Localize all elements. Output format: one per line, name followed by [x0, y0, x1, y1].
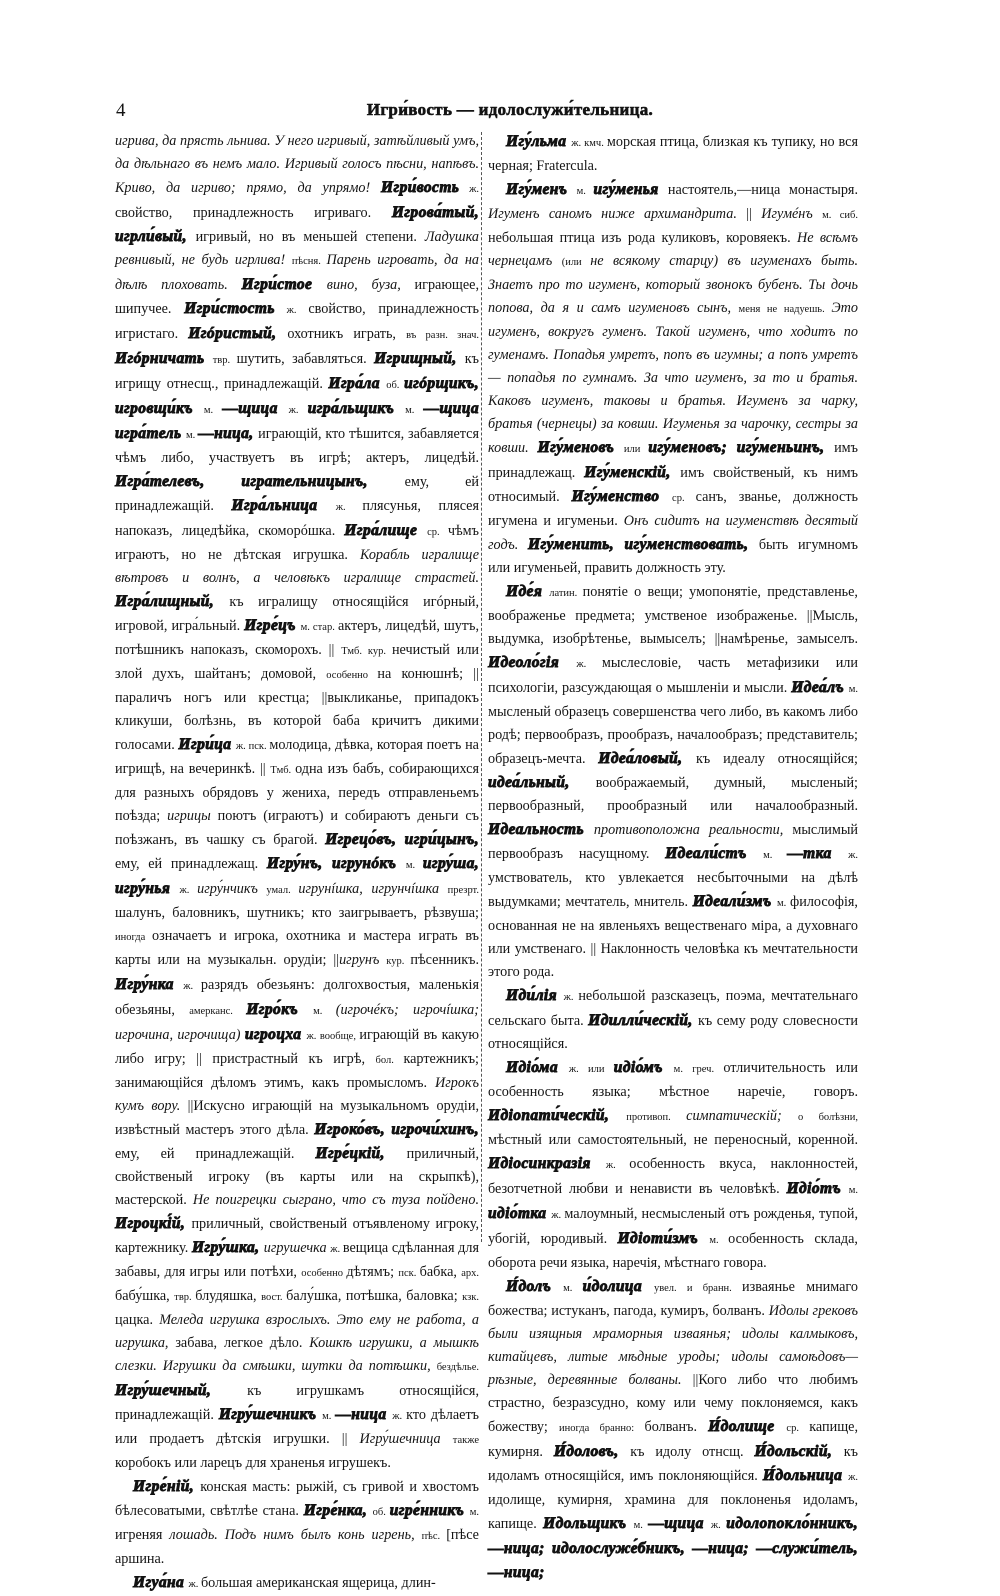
abbreviation: также	[452, 1435, 479, 1446]
italic-text: игрива, да прясть льнива. У него игривый, затѣйливый умъ, да дѣльнаго въ немъ мало. Игривый голосъ пѣсни, напѣвъ. Криво, да игриво; прямо, да упрямо!	[115, 133, 479, 196]
body-text: ||Кого либо что любимъ страстно, безразсудно, кому или чему поклоняемся, какъ божеству;	[488, 1372, 858, 1435]
body-text: имъ свойственый, къ нимъ относимый.	[488, 465, 858, 505]
column-divider	[481, 132, 482, 1242]
abbreviation: презрт.	[447, 885, 479, 896]
italic-text: игрунъ	[339, 952, 387, 968]
abbreviation: ж.	[183, 981, 201, 992]
body-text: разрядъ обезьянъ: долгохвостыя, маленькія обезьяны,	[115, 977, 479, 1018]
body-text: игреняя	[115, 1527, 170, 1543]
body-text: большая американская ящерица, длин-	[200, 1575, 436, 1591]
abbreviation: латин.	[549, 588, 583, 599]
body-text: коробокъ или ларецъ для храненья игрушекъ.	[115, 1455, 391, 1471]
headword: идеа́льный,	[488, 774, 596, 791]
headword: И́доловъ,	[553, 1443, 631, 1460]
abbreviation: м.	[763, 850, 788, 861]
headword: Игру́шечный,	[115, 1382, 248, 1399]
italic-text: игрицы	[167, 808, 218, 824]
italic-text: Онъ сидитъ на игуменствѣ десятый годъ.	[488, 513, 858, 553]
abbreviation: ж.	[335, 502, 363, 513]
italic-text: лошадь. Подъ нимъ былъ конь игрень,	[169, 1527, 422, 1543]
abbreviation: твр.	[212, 355, 237, 366]
abbreviation: ж.	[274, 305, 309, 316]
body-text: блудяшка,	[195, 1288, 262, 1304]
body-text: къ идоламъ относящійся, имъ поклоняющійся.	[488, 1444, 858, 1484]
body-text: бабу́шка,	[115, 1288, 175, 1304]
abbreviation: м. сиб.	[822, 210, 858, 221]
italic-text: не всякому старцу)	[590, 253, 728, 269]
headword: Идилли́ческій,	[588, 1012, 698, 1029]
body-text: конская масть: рыжій, съ гривой и хвостомъ бѣлесоватыми, свѣтлѣе стана.	[115, 1479, 479, 1519]
dictionary-entry	[488, 984, 858, 1056]
abbreviation: противоп.	[626, 1112, 687, 1123]
headword: Игóрничать	[115, 350, 213, 367]
body-text: чѣмъ играютъ, но не дѣтская игрушка.	[115, 523, 479, 563]
body-text: картежникъ; занимающійся дѣломъ этимъ, какъ промысломъ.	[115, 1051, 479, 1091]
headword: идіо́мъ	[613, 1059, 674, 1076]
headword: И́долъ	[506, 1278, 564, 1295]
abbreviation: ж.	[848, 850, 859, 861]
headword: Игра́лище	[344, 522, 428, 539]
dictionary-entry	[488, 580, 858, 984]
abbreviation: м.	[405, 860, 423, 871]
headword: И́дольница	[762, 1467, 849, 1484]
body-text: особенность склада, оборота речи языка, наречія, мѣстнаго говора.	[488, 1231, 858, 1271]
headword: Игру́нъ, игрунóкъ	[266, 855, 406, 872]
italic-text: Кошкѣ игрушки, а мышкѣ слезки. Игрушки да смѣшки, шутки да потѣшки,	[115, 1335, 479, 1374]
headword: Игрищный,	[374, 350, 465, 367]
headword: Игре́ній,	[133, 1478, 201, 1495]
body-text: ему, ей принадлежащій.	[115, 474, 479, 514]
abbreviation: (или	[561, 257, 591, 268]
body-text: приличный, свойственый игроку (въ карты или на скрыпкѣ), мастерской.	[115, 1146, 479, 1208]
headword: игóрщикъ, игровщи́къ	[115, 375, 479, 417]
headword: Игра́льница	[231, 497, 336, 514]
headword: и́долица	[582, 1278, 654, 1295]
italic-text: Идолы грековъ были изящныя мраморныя изваянья; идолы калмыковъ, китайцевъ, литые мѣдные уроды; идолы самоѣдовъ—рѣзные, деревянные болваны.	[488, 1303, 858, 1388]
body-text: означаетъ и игрока, охотника и мастера играть въ карты или на музыкальн. орудіи; ||	[115, 928, 479, 968]
headword: игру́ша, игру́нья	[115, 855, 479, 897]
headword: Игру́шечникъ	[218, 1406, 323, 1423]
headword: Идеальность	[488, 821, 594, 838]
body-text: одна изъ бабъ, собирающихся для разныхъ обрядовъ у жениха, передъ отправленьемъ поѣзда;	[115, 761, 479, 824]
abbreviation: ж. или	[568, 1064, 614, 1075]
headword: Игру́шка,	[191, 1239, 264, 1256]
body-text: понятіе о вещи; умопонятіе, представленье, воображенье предмета; умственое изображенье. ||Мысль, выдумка, изобрѣтенье, вымыселъ; ||намѣренье, замыселъ.	[488, 584, 858, 647]
abbreviation: м.	[313, 1006, 336, 1017]
italic-text: игру́нчикъ	[197, 881, 267, 897]
headword: игра́льщикъ	[307, 400, 406, 417]
body-text: настоятель,—ница монастыря.	[667, 182, 858, 198]
body-text: на конюшнѣ; ||параличъ ногъ или крестца; ||выкликанье, припадокъ кликуши, болѣзнь, въ которой баба кричитъ дикими голосами.	[115, 666, 479, 753]
italic-text: Игумéнъ	[761, 206, 823, 222]
body-text: мыслимый первообразъ насущному.	[488, 822, 858, 862]
abbreviation: м.	[776, 898, 791, 909]
headword: игроцха	[244, 1026, 307, 1043]
body-text: играющій, кто тѣшится, забавляется чѣмъ либо, участвуетъ въ игрѣ; актеръ, лицедѣй.	[115, 426, 479, 466]
abbreviation: кур.	[386, 956, 411, 967]
body-text: къ игрушкамъ относящійся, принадлежащій.	[115, 1383, 479, 1423]
body-text: философія, основанная не на явленьяхъ вещественаго міра, а духовнаго или умственаго. || Наклонность человѣка къ мечтательности этого рода.	[488, 894, 858, 980]
body-text: особенность вкуса, наклонностей, безотчетной любви и ненависти въ человѣкѣ.	[488, 1156, 858, 1197]
abbreviation: ср.	[786, 1423, 810, 1434]
abbreviation: иногда бранно:	[559, 1423, 645, 1434]
body-text: нечистый или злой духъ, шайтанъ; домовой,	[115, 642, 480, 682]
dictionary-entry	[488, 1056, 858, 1275]
abbreviation: твр.	[174, 1292, 196, 1303]
body-text: бабка,	[419, 1264, 462, 1280]
body-text: пѣсенникъ.	[410, 952, 479, 968]
headword: —ница,	[198, 425, 259, 442]
headword: Иди́лія	[506, 987, 564, 1004]
headword: Идеа́ловый,	[598, 750, 696, 767]
body-text: къ идолу отнсщ.	[630, 1444, 755, 1460]
body-text: поютъ (играютъ) и собираютъ деньги съ поѣзжанъ, въ чашку съ брагой.	[115, 808, 479, 848]
abbreviation: ж.	[188, 1579, 201, 1590]
italic-text: Парень игровать, да на дѣлѣ плоховать.	[115, 252, 479, 293]
abbreviation: Тмб. кур.	[341, 646, 392, 657]
body-text: ||Искусно играющій на музыкальномъ орудіи, извѣстный мастеръ этого дѣла.	[115, 1098, 479, 1138]
body-text: быть игумномъ или игуменьей, править должность эту.	[488, 537, 858, 576]
body-text: свойство, принадлежность игристаго.	[115, 301, 479, 342]
abbreviation: м.	[633, 1520, 649, 1531]
italic-text: игрушечка	[263, 1240, 331, 1256]
italic-text: Корабль игралище вѣтровъ и волнъ, а человѣкъ игралище страстей.	[115, 547, 480, 586]
abbreviation: ж.	[576, 659, 602, 670]
dictionary-entry	[488, 178, 858, 580]
body-text: къ идеалу относящійся;	[696, 751, 858, 767]
headword: Игу́льма	[506, 133, 572, 150]
abbreviation: м.	[563, 1283, 583, 1294]
column-left	[115, 130, 479, 1596]
abbreviation: бездѣлье.	[436, 1362, 479, 1373]
body-text: изваянье мнимаго божества; истуканъ, пагода, кумиръ, болванъ.	[488, 1279, 858, 1319]
body-text: болванъ.	[644, 1419, 709, 1435]
headword: —тка	[787, 845, 849, 862]
body-text: приличный, свойственый отъявленому игроку, картежнику.	[115, 1216, 479, 1256]
abbreviation: ж.	[551, 1210, 565, 1221]
headword: Игро́къ	[246, 1001, 314, 1018]
headword: Игу́менскій,	[584, 464, 681, 481]
body-text: идолище, кумирня, храмина для поклоненья идоламъ, капище.	[488, 1492, 858, 1532]
italic-text: (игрочéкъ; игрочíшка; игрочина, игрочища)	[115, 1002, 479, 1043]
headword: Идеа́лъ	[791, 679, 849, 696]
abbreviation: ж.	[179, 885, 198, 896]
abbreviation: особенно	[326, 670, 378, 681]
headword: И́долище	[708, 1418, 787, 1435]
abbreviation: ж.	[710, 1520, 727, 1531]
headword: Идеоло́гія	[488, 654, 577, 671]
body-text: небольшой разсказецъ, поэма, мечтательнаго сельскаго быта.	[488, 988, 858, 1029]
abbreviation: м.	[848, 1185, 858, 1196]
headword: игу́менья	[593, 181, 668, 198]
italic-text: Не поигрецки сыграно, что съ туза пойдено.	[192, 1192, 479, 1208]
running-title: Игри́вость — идолослужи́тельница.	[366, 100, 654, 119]
headword: Игу́меновъ	[537, 439, 624, 456]
italic-text: въ игуменахъ быть. Знаетъ про то игуменъ, который звонокъ бубенъ. Ты дочь попова, да я и самъ игуменовъ сынъ,	[488, 253, 859, 316]
body-text: шалунъ, баловникъ, шутникъ; кто заигрываетъ, рѣзвуша;	[115, 905, 479, 921]
headword: Игу́менить, игу́менствовать,	[528, 536, 759, 553]
abbreviation: ж.	[605, 1160, 630, 1171]
abbreviation: увел. и бранн.	[653, 1283, 743, 1294]
dictionary-entry	[488, 130, 858, 178]
abbreviation: об.	[372, 1507, 390, 1518]
abbreviation: м. греч.	[673, 1064, 724, 1075]
body-text: мѣстный или самостоятельный, не переносный, коренной.	[488, 1132, 858, 1148]
abbreviation: м.	[322, 1411, 336, 1422]
headword: идолопокло́нникъ, —ница; идолослуже́бникъ, —ница; —служи́тель, —ница;	[488, 1515, 858, 1581]
abbreviation: м.	[709, 1235, 729, 1246]
headword: Игра́ла	[328, 375, 387, 392]
headword: Идіо́ма	[506, 1059, 569, 1076]
abbreviation: ср.	[427, 527, 448, 538]
headword: Игроцкі́й,	[115, 1215, 192, 1232]
italic-text: Не всѣмъ чернецамъ	[488, 230, 858, 269]
italic-text: Игру́шечница	[359, 1431, 453, 1447]
headword: Идіосинкразія	[488, 1155, 606, 1172]
abbreviation: ж.	[563, 992, 579, 1003]
body-text: актеръ, лицедѣй, шутъ, потѣшникъ напоказъ, скоморохъ. ||	[115, 618, 479, 658]
italic-text: Меледа игрушка взрослыхъ. Это ему не работа, а игрушка,	[115, 1312, 479, 1351]
body-text: молодица, дѣвка, которая поетъ на игрищѣ, на вечеринкѣ. ||	[115, 737, 479, 777]
headword: игре́нникъ	[389, 1502, 470, 1519]
abbreviation: ж. пск.	[235, 741, 270, 752]
body-text: малоумный, несмысленый отъ рожденья, тупой, убогій, юродивый.	[488, 1206, 858, 1247]
headword: Игри́вость	[381, 179, 460, 196]
body-text: свойство, принадлежность игриваго.	[115, 205, 392, 221]
headword: Идеали́змъ	[692, 893, 777, 910]
headword: Игру́нка	[115, 976, 184, 993]
headword: Игре́нка,	[303, 1502, 373, 1519]
headword: Идіо́тъ	[786, 1180, 849, 1197]
body-text: небольшая птица изъ рода куликовъ, коровяекъ.	[488, 230, 797, 246]
abbreviation: меня не надуешь.	[738, 304, 832, 315]
italic-text: Ладушка ревнивый, не будь игрлива!	[115, 229, 479, 268]
dictionary-entry	[488, 1275, 858, 1585]
abbreviation: м. стар.	[300, 622, 338, 633]
abbreviation: м.	[185, 430, 199, 441]
dictionary-entry	[115, 1571, 479, 1596]
headword: Игре́цкій,	[315, 1145, 407, 1162]
column-right	[488, 130, 858, 1585]
abbreviation: вост.	[261, 1292, 287, 1303]
abbreviation: ж.	[848, 1472, 858, 1483]
body-text: мысленый образецъ совершенства чего либо, въ какомъ либо родѣ; первообразъ, прообразъ, началообразъ; представитель; образецъ-мечта.	[488, 704, 858, 767]
body-text: забава, легкое дѣло.	[175, 1335, 310, 1351]
abbreviation: м.	[576, 186, 594, 197]
body-text: отличительность или особенность языка; мѣстное наречіе, говоръ.	[488, 1060, 858, 1100]
body-text: балу́шка, потѣшка, баловка;	[286, 1288, 463, 1304]
page-number: 4	[116, 100, 126, 121]
body-text: морская птица, близкая къ тупику, но вся черная; Fratercula.	[488, 134, 858, 174]
headword: Иде́я	[506, 583, 550, 600]
headword: —щица	[648, 1515, 711, 1532]
body-text: вещица сдѣланная для забавы, для игры или потѣхи,	[115, 1240, 479, 1280]
body-text: дѣтямъ;	[346, 1264, 399, 1280]
abbreviation: м.	[848, 684, 859, 695]
body-text: шутить, забавляться.	[236, 351, 375, 367]
abbreviation: пѣсня.	[291, 256, 327, 267]
italic-text: Игрокъ кумъ вору.	[115, 1075, 479, 1114]
headword: Игрецо́въ, игри́цынъ,	[325, 831, 480, 848]
headword: Игра́лищный,	[115, 593, 230, 610]
abbreviation: амерканс.	[189, 1006, 247, 1017]
italic-text: симпатическій;	[686, 1108, 798, 1124]
headword: Игра́телевъ, игрательницынъ,	[115, 473, 405, 490]
headword: —ница	[335, 1406, 393, 1423]
italic-text: Игуменъ саномъ ниже архимандрита.	[488, 206, 747, 222]
headword: И́дольскій,	[754, 1443, 844, 1460]
body-text: ему, ей принадлежащій.	[115, 1146, 316, 1162]
headword: Идеали́стъ	[665, 845, 764, 862]
abbreviation: м.	[405, 405, 424, 416]
abbreviation: Тмб.	[270, 765, 296, 776]
headword: идіо́тка	[488, 1205, 552, 1222]
abbreviation: ж. кмч.	[571, 138, 607, 149]
abbreviation: м.	[203, 405, 223, 416]
body-text: санъ, званье, должность игумена и игуменьи.	[488, 489, 859, 529]
abbreviation: пѣс.	[421, 1531, 447, 1542]
body-text: играющій въ какую либо игру; || пристрастный къ игрѣ,	[115, 1027, 479, 1067]
body-text: охотникъ играть,	[287, 326, 407, 342]
headword: Идіоти́змъ	[617, 1230, 710, 1247]
abbreviation: об.	[386, 380, 405, 391]
abbreviation: кзк.	[462, 1292, 480, 1303]
headword: Игре́цъ	[244, 617, 301, 634]
body-text: ему, ей принадлежащ.	[115, 856, 267, 872]
body-text: [пѣсе аршина.	[115, 1527, 479, 1567]
body-text: цацка.	[115, 1312, 160, 1328]
headword: Игуа́на	[133, 1574, 189, 1591]
dictionary-entry	[115, 130, 479, 1475]
abbreviation: м.	[469, 1507, 479, 1518]
headword: Игрова́тый, игрли́вый,	[115, 204, 479, 245]
abbreviation: о болѣзни,	[797, 1112, 858, 1123]
abbreviation: ср.	[672, 493, 696, 504]
body-text: умствователь, кто увлекается несбыточными на дѣлѣ выдумками; мечтатель, мнитель.	[488, 870, 858, 910]
abbreviation: въ разн. знач.	[406, 330, 479, 341]
italic-text: противоположна реальности,	[593, 822, 793, 838]
body-text: къ игралищу относящійся игóрный, игровой, игра́льный.	[115, 594, 480, 634]
abbreviation: иногда	[115, 932, 153, 943]
headword: Игри́стое	[241, 276, 327, 293]
dictionary-entry	[115, 1475, 479, 1571]
headword: Игу́менъ	[506, 181, 577, 198]
body-text: имъ принадлежащ.	[488, 440, 859, 481]
body-text: ||	[746, 206, 762, 222]
body-text: капище, кумирня.	[488, 1419, 858, 1460]
body-text: къ игрищу отнесщ., принадлежащій.	[115, 351, 479, 392]
headword: игу́меновъ; игу́меньинъ,	[648, 439, 835, 456]
headword: Игу́менство	[571, 488, 673, 505]
abbreviation: или	[623, 444, 649, 455]
body-text: играющее, шипучее.	[115, 277, 479, 317]
body-text: мыслесловіе, часть метафизики или психологіи, разсуждающая о мышленіи и мысли.	[488, 655, 858, 696]
abbreviation: бол.	[375, 1055, 404, 1066]
headword: Игроко́въ, игрочи́хинъ,	[314, 1121, 479, 1138]
headword: Игóристый,	[188, 325, 288, 342]
headword: игра́тель	[115, 425, 186, 442]
italic-text: вино, буза,	[326, 277, 415, 293]
headword: Идіопати́ческій,	[488, 1107, 627, 1124]
headword: Игри́стость	[184, 300, 275, 317]
abbreviation: арх.	[461, 1268, 479, 1279]
headword: Игри́ца	[178, 736, 236, 753]
abbreviation: ж.	[330, 1244, 343, 1255]
italic-text: игрунíшка, игрунчíшка	[298, 881, 448, 897]
headword: —щица	[423, 400, 479, 417]
body-text: кто дѣлаетъ или продаетъ дѣтскія игрушки. ||	[115, 1407, 480, 1447]
abbreviation: особенно	[301, 1268, 347, 1279]
headword: —щица	[222, 400, 289, 417]
body-text: къ сему роду словесности относящійся.	[488, 1013, 858, 1052]
abbreviation: ж.	[392, 1411, 407, 1422]
abbreviation: ж.	[459, 184, 479, 195]
abbreviation: ж.	[288, 405, 308, 416]
headword: Идольщикъ	[543, 1515, 634, 1532]
body-text: плясунья, плясея напоказъ, лицедѣйка, скоморóшка.	[115, 498, 480, 539]
body-text: воображаемый, думный, мысленый; первообразный, прообразный или началообразный.	[488, 775, 858, 814]
abbreviation: пск.	[398, 1268, 420, 1279]
body-text: игривый, но въ меньшей степени.	[195, 229, 425, 245]
abbreviation: умал.	[266, 885, 299, 896]
italic-text: Это игуменъ, вокругъ гуменъ. Такой игуменъ, что ходитъ по гуменамъ. Попадья умретъ, попъ въ игумны; а попъ умретъ — попадья по гумнамъ. За что игуменъ, за то и братья. Каковъ игуменъ, таковы и братья. Игуменъ за чарку, братья (чернецы) за ковши. Игуменья за чарочку, сестры за ковши.	[488, 300, 858, 456]
abbreviation: ж. вообще,	[306, 1031, 360, 1042]
